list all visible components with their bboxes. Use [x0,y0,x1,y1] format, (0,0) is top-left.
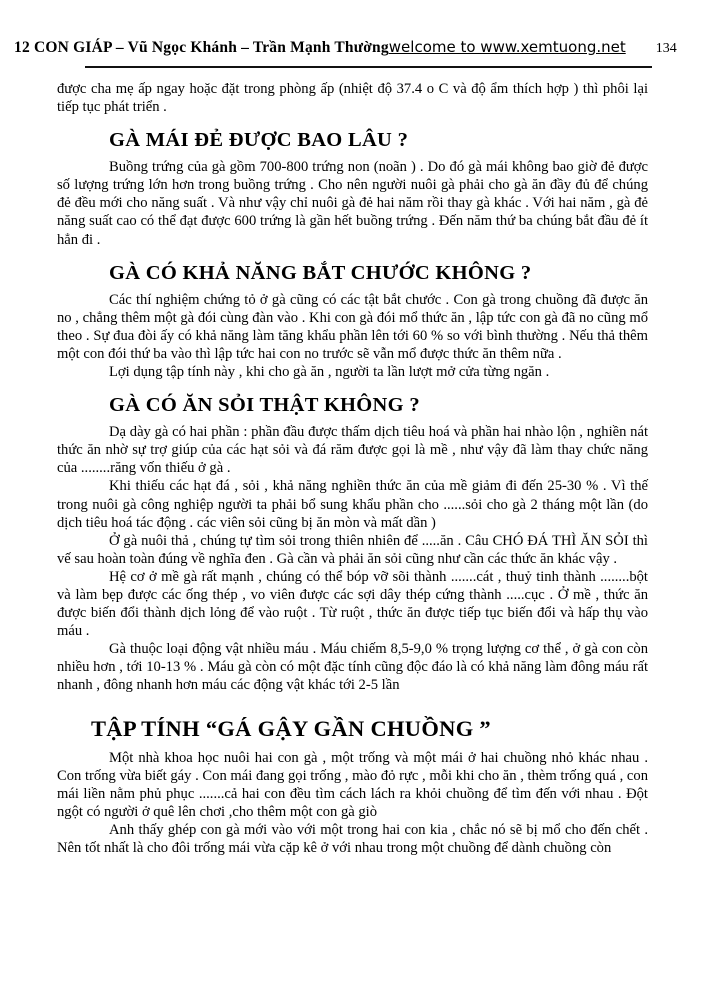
intro-paragraph: được cha mẹ ấp ngay hoặc đặt trong phòng ấp (nhiệt độ 37.4 o C và độ ẩm thích hợp ) thì phôi lại tiếp tục phát triển . [57,81,648,116]
paragraph: Lợi dụng tập tính này , khi cho gà ăn , người ta lần lượt mở cửa từng ngăn . [109,364,550,381]
page-header [14,38,677,57]
paragraph: Anh thấy ghép con gà mới vào với một trong hai con kia , chắc nó sẽ bị mổ cho đến chết . Nên tốt nhất là cho đôi trống mái vừa cặp kê ở với nhau trong một chuồng để dành chuồng còn [57,821,648,856]
paragraph: Gà thuộc loại động vật nhiều máu . Máu chiếm 8,5-9,0 % trọng lượng cơ thể , ở gà con còn nhiều hơn , tới 10-13 % . Máu gà còn có một đặc tính cũng độc đáo là có khả năng làm đông máu rất nhanh , đông nhanh hơn máu các động vật khác tới 2-5 lần [57,641,648,694]
page-body [57,80,648,857]
section-heading-eat-gravel: GÀ CÓ ĂN SỎI THẬT KHÔNG ? [109,394,420,417]
page-number: 134 [655,41,677,56]
section-heading-imitation: GÀ CÓ KHẢ NĂNG BẮT CHƯỚC KHÔNG ? [109,261,532,284]
section-heading-behavior: TẬP TÍNH “GÁ GẬY GẦN CHUỒNG ” [91,715,491,741]
paragraph: Khi thiếu các hạt đá , sỏi , khả năng nghiền thức ăn của mề giảm đi đến 25-30 % . Vì thế trong nuôi gà công nghiệp người ta phải bổ sung khẩu phần cho ......sỏi cho gà 2 tháng một lần (do dịch tiêu hoá tác động . các viên sỏi cũng bị ăn mòn và mất dần ) [57,478,648,531]
paragraph: Một nhà khoa học nuôi hai con gà , một trống và một mái ở hai chuồng nhỏ khác nhau . Con trống vừa biết gáy . Con mái đang gọi trống , mào đỏ rực , mỗi khi cho ăn , thèm trống quá , con mái liền nằm phủ phục .......cả hai con đều tìm cách lách ra khỏi chuồng để tìm đến với nhau . Đột ngột có người ở quê lên chơi ,cho thêm một con gà giò [57,749,648,820]
paragraph: Hệ cơ ở mề gà rất mạnh , chúng có thể bóp vỡ sõi thành .......cát , thuỷ tinh thành ........bột và làm bẹp được các ống thép , vo viên được các sợi dây thép cứng thành .....cục . Ở mề , thức ăn được biến đổi thành dịch lỏng để vào ruột . Từ ruột , thức ăn được tiếp tục biến đổi và hấp thụ vào máu . [57,568,648,640]
paragraph: Buồng trứng của gà gồm 700-800 trứng non (noãn ) . Do đó gà mái không bao giờ đẻ được số lượng trứng lớn hơn trong buồng trứng . Cho nên người nuôi gà phải cho gà ăn đầy đủ để chúng đẻ đều mới cho năng suất . Và như vậy chỉ nuôi gà đẻ hai năm rồi thay gà khác . Với hai năm , gà đẻ năng suất cao có thể đạt được 600 trứng là gần hết buồng trứng . Đến năm thứ ba chúng bắt đầu đẻ ít hẳn đi . [57,159,648,248]
paragraph: Các thí nghiệm chứng tỏ ở gà cũng có các tật bắt chước . Con gà trong chuồng đã được ăn no , chẳng thêm một gà đói cùng đàn vào . Khi con gà đói mổ thức ăn , lập tức con gà đã no cũng mổ theo . Sự đua đòi ấy có khả năng làm tăng khẩu phần lên tới 60 % so với bình thường . Nếu thả thêm một con đói thứ ba vào thì lập tức hai con no trước sẽ vẫn mổ được thức ăn thêm nữa . [57,291,648,362]
header-divider [85,66,652,68]
paragraph: Dạ dày gà có hai phần : phần đầu được thấm dịch tiêu hoá và phần hai nhào lộn , nghiền nát thức ăn nhờ sự trợ giúp của các hạt sỏi và đá răm được gọi là mề , như vậy đã làm thay chức năng của ........răng vốn thiếu ở gà . [57,424,648,477]
website-link[interactable]: welcome to www.xemtuong.net [388,38,626,56]
paragraph: Ở gà nuôi thả , chúng tự tìm sỏi trong thiên nhiên để .....ăn . Câu CHÓ ĐÁ THÌ ĂN SỎI thì vế sau hoàn toàn đúng về nghĩa đen . Gà cần và phải ăn sỏi cũng như cần các thức ăn khác vậy . [57,532,648,567]
book-title: 12 CON GIÁP – Vũ Ngọc Khánh – Trần Mạnh Thường [14,39,389,56]
section-heading-lay-duration: GÀ MÁI ĐẺ ĐƯỢC BAO LÂU ? [109,129,409,152]
